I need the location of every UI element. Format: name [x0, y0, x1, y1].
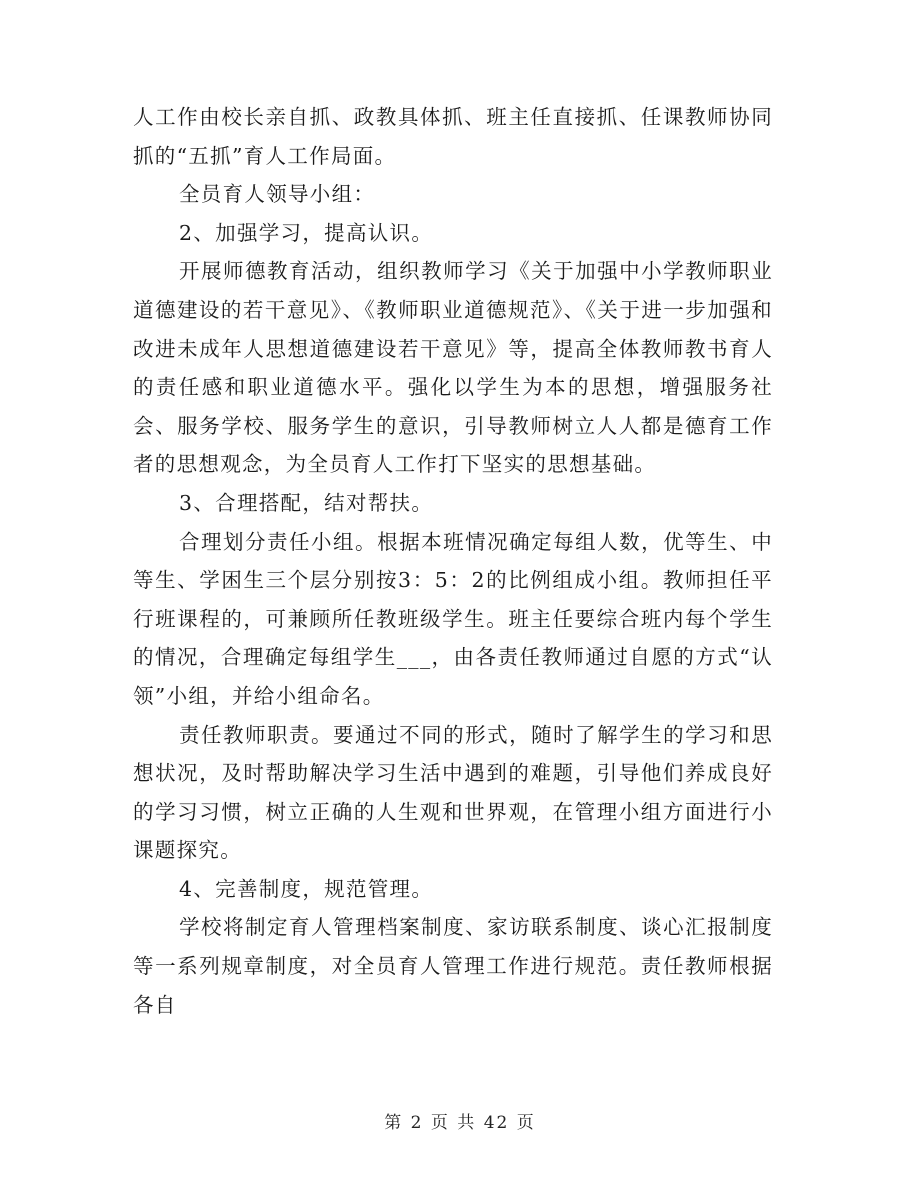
heading-section-4: 4、完善制度，规范管理。 [179, 876, 434, 901]
page-number-footer: 第 2 页 共 42 页 [384, 1113, 536, 1133]
paragraph-leadership-group: 全员育人领导小组： [179, 182, 376, 207]
paragraph-groups: 合理划分责任小组。根据本班情况确定每组人数，优等生、中等生、学困生三个层分别按3：5：2的比例组成小组。教师担任平行班课程的，可兼顾所任教班级学生。班主任要综合班内每个学生的情况，合理确定每组学生___，由各责任教师通过自愿的方式“认领”小组，并给小组命名。 [133, 529, 773, 708]
paragraph-teacher-duties: 责任教师职责。要通过不同的形式，随时了解学生的学习和思想状况，及时帮助解决学习生活中遇到的难题，引导他们养成良好的学习习惯，树立正确的人生观和世界观，在管理小组方面进行小课题探究。 [133, 722, 773, 863]
heading-section-3: 3、合理搭配，结对帮扶。 [179, 490, 434, 515]
paragraph-regulations: 学校将制定育人管理档案制度、家访联系制度、谈心汇报制度等一系列规章制度，对全员育人管理工作进行规范。责任教师根据各自 [133, 915, 773, 1017]
heading-section-2: 2、加强学习，提高认识。 [179, 220, 434, 245]
paragraph-continuation: 人工作由校长亲自抓、政教具体抓、班主任直接抓、任课教师协同抓的“五抓”育人工作局面。 [133, 105, 773, 168]
document-body [133, 98, 773, 1024]
paragraph-teacher-ethics: 开展师德教育活动，组织教师学习《关于加强中小学教师职业道德建设的若干意见》、《教师职业道德规范》、《关于进一步加强和改进未成年人思想道德建设若干意见》等，提高全体教师教书育人的责任感和职业道德水平。强化以学生为本的思想，增强服务社会、服务学校、服务学生的意识，引导教师树立人人都是德育工作者的思想观念，为全员育人工作打下坚实的思想基础。 [133, 259, 773, 477]
